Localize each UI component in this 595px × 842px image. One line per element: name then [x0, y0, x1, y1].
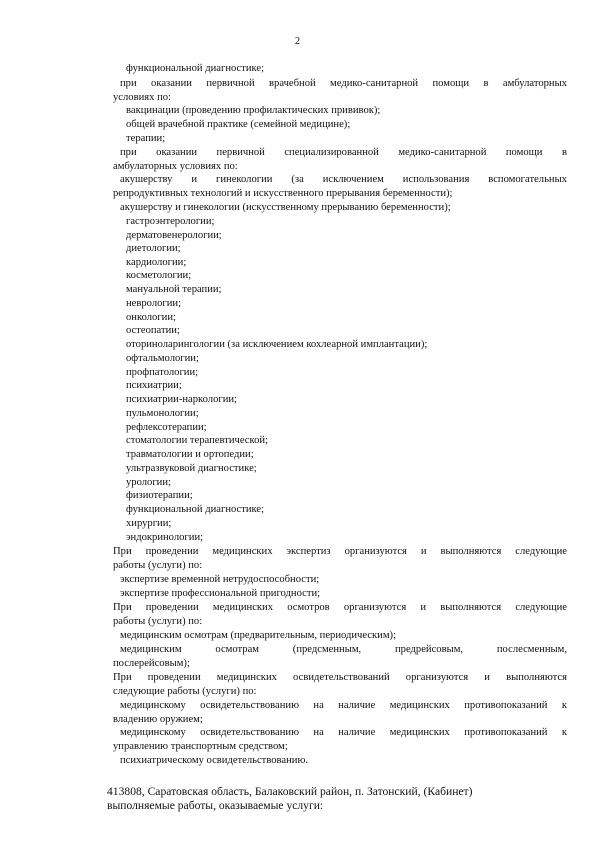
text-line: гастроэнтерологии;: [126, 216, 215, 227]
text-line: медицинскому освидетельствованию на наличие медицинских противопоказаний к: [120, 727, 567, 738]
text-line: послерейсовым);: [113, 658, 190, 669]
text-line: профпатологии;: [126, 367, 199, 378]
text-line: офтальмологии;: [126, 353, 199, 364]
text-line: хирургии;: [126, 518, 172, 529]
text-line: управлению транспортным средством;: [113, 741, 288, 752]
text-line: терапии;: [126, 133, 166, 144]
text-line: медицинским осмотрам (предсменным, предрейсовым, послесменным,: [120, 644, 567, 655]
text-line: пульмонологии;: [126, 408, 199, 419]
text-line: психиатрии;: [126, 380, 182, 391]
text-line: физиотерапии;: [126, 490, 193, 501]
text-line: эндокринологии;: [126, 532, 204, 543]
text-line: общей врачебной практике (семейной медицине);: [126, 119, 351, 130]
text-line: косметологии;: [126, 270, 192, 281]
text-line: диетологии;: [126, 243, 181, 254]
text-line: урологии;: [126, 477, 171, 488]
page-number: 2: [294, 36, 301, 47]
text-line: 413808, Саратовская область, Балаковский район, п. Затонский, (Кабинет): [107, 785, 473, 798]
text-line: функциональной диагностике;: [126, 504, 265, 515]
text-line: медицинским осмотрам (предварительным, периодическим);: [120, 630, 397, 641]
text-line: вакцинации (проведению профилактических прививок);: [126, 105, 381, 116]
text-line: экспертизе профессиональной пригодности;: [120, 588, 321, 599]
text-line: психиатрическому освидетельствованию.: [120, 755, 309, 766]
text-line: неврологии;: [126, 298, 182, 309]
text-line: владению оружием;: [113, 714, 203, 725]
text-line: онкологии;: [126, 312, 176, 323]
text-line: акушерству и гинекологии (за исключением использования вспомогательных: [120, 174, 567, 185]
text-line: репродуктивных технологий и искусственного прерывания беременности);: [113, 188, 453, 199]
text-line: мануальной терапии;: [126, 284, 222, 295]
text-line: амбулаторных условиях по:: [113, 161, 238, 172]
text-line: При проведении медицинских освидетельствований организуются и выполняются: [113, 672, 567, 683]
text-line: рефлексотерапии;: [126, 422, 207, 433]
text-line: работы (услуги) по:: [113, 616, 203, 627]
text-line: медицинскому освидетельствованию на наличие медицинских противопоказаний к: [120, 700, 567, 711]
text-line: кардиологии;: [126, 257, 187, 268]
text-line: условиях по:: [113, 92, 171, 103]
text-line: дерматовенерологии;: [126, 230, 222, 241]
text-line: При проведении медицинских осмотров организуются и выполняются следующие: [113, 602, 567, 613]
text-line: следующие работы (услуги) по:: [113, 686, 257, 697]
text-line: выполняемые работы, оказываемые услуги:: [107, 799, 324, 812]
text-line: при оказании первичной специализированной медико-санитарной помощи в: [120, 147, 567, 158]
text-line: при оказании первичной врачебной медико-санитарной помощи в амбулаторных: [120, 78, 567, 89]
text-line: стоматологии терапевтической;: [126, 435, 269, 446]
text-line: остеопатии;: [126, 325, 180, 336]
text-line: ультразвуковой диагностике;: [126, 463, 257, 474]
text-line: При проведении медицинских экспертиз организуются и выполняются следующие: [113, 546, 567, 557]
text-line: акушерству и гинекологии (искусственному прерыванию беременности);: [120, 202, 451, 213]
text-line: экспертизе временной нетрудоспособности;: [120, 574, 320, 585]
text-line: работы (услуги) по:: [113, 560, 203, 571]
text-line: функциональной диагностике;: [126, 63, 265, 74]
text-line: психиатрии-наркологии;: [126, 394, 238, 405]
text-line: травматологии и ортопедии;: [126, 449, 254, 460]
text-line: оториноларингологии (за исключением кохлеарной имплантации);: [126, 339, 428, 350]
